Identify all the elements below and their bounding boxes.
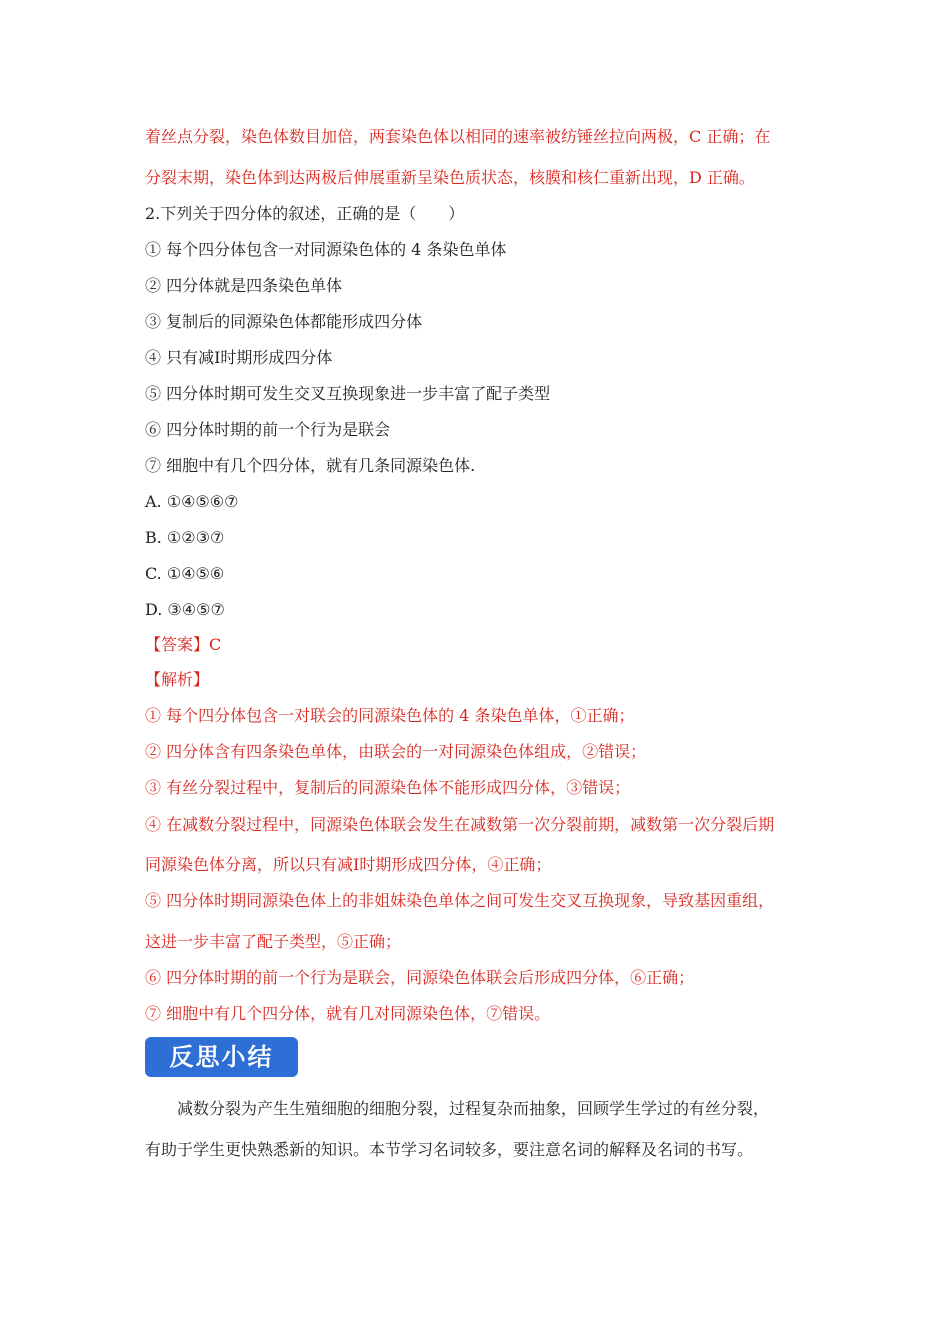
analysis-line-9: ⑦ 细胞中有几个四分体，就有几对同源染色体，⑦错误。 [145,1004,551,1023]
statement-4: ④ 只有减Ⅰ时期形成四分体 [145,348,333,367]
option-a: A. ①④⑤⑥⑦ [145,492,239,511]
analysis-line-8: ⑥ 四分体时期的前一个行为是联会，同源染色体联会后形成四分体，⑥正确； [145,968,695,987]
option-d: D. ③④⑤⑦ [145,600,225,619]
prev-explanation-line-1: 着丝点分裂，染色体数目加倍，两套染色体以相同的速率被纺锤丝拉向两极，C 正确；在 [145,127,771,146]
analysis-line-5: 同源染色体分离，所以只有减Ⅰ时期形成四分体，④正确； [145,855,552,874]
prev-explanation-line-2: 分裂末期，染色体到达两极后伸展重新呈染色质状态，核膜和核仁重新出现，D 正确。 [145,168,755,187]
question-stem: 2.下列关于四分体的叙述，正确的是（ ） [145,204,465,223]
statement-5: ⑤ 四分体时期可发生交叉互换现象进一步丰富了配子类型 [145,384,551,403]
analysis-line-2: ② 四分体含有四条染色单体，由联会的一对同源染色体组成，②错误； [145,742,647,761]
reflection-badge: 反思小结 [145,1037,298,1077]
statement-6: ⑥ 四分体时期的前一个行为是联会 [145,420,391,439]
analysis-line-4: ④ 在减数分裂过程中，同源染色体联会发生在减数第一次分裂前期，减数第一次分裂后期 [145,815,775,834]
statement-3: ③ 复制后的同源染色体都能形成四分体 [145,312,423,331]
option-c: C. ①④⑤⑥ [145,564,225,583]
statement-1: ① 每个四分体包含一对同源染色体的 4 条染色单体 [145,240,507,259]
analysis-line-6: ⑤ 四分体时期同源染色体上的非姐妹染色单体之间可发生交叉互换现象，导致基因重组， [145,891,775,910]
analysis-line-1: ① 每个四分体包含一对联会的同源染色体的 4 条染色单体，①正确； [145,706,635,725]
analysis-heading: 【解析】 [145,670,210,689]
option-b: B. ①②③⑦ [145,528,225,547]
analysis-line-3: ③ 有丝分裂过程中，复制后的同源染色体不能形成四分体，③错误； [145,778,631,797]
statement-2: ② 四分体就是四条染色单体 [145,276,343,295]
reflection-line-2: 有助于学生更快熟悉新的知识。本节学习名词较多，要注意名词的解释及名词的书写。 [145,1140,754,1159]
reflection-line-1: 减数分裂为产生生殖细胞的细胞分裂，过程复杂而抽象，回顾学生学过的有丝分裂， [177,1099,770,1118]
answer: 【答案】C [145,635,222,654]
statement-7: ⑦ 细胞中有几个四分体，就有几条同源染色体. [145,456,476,475]
analysis-line-7: 这进一步丰富了配子类型，⑤正确； [145,932,402,951]
